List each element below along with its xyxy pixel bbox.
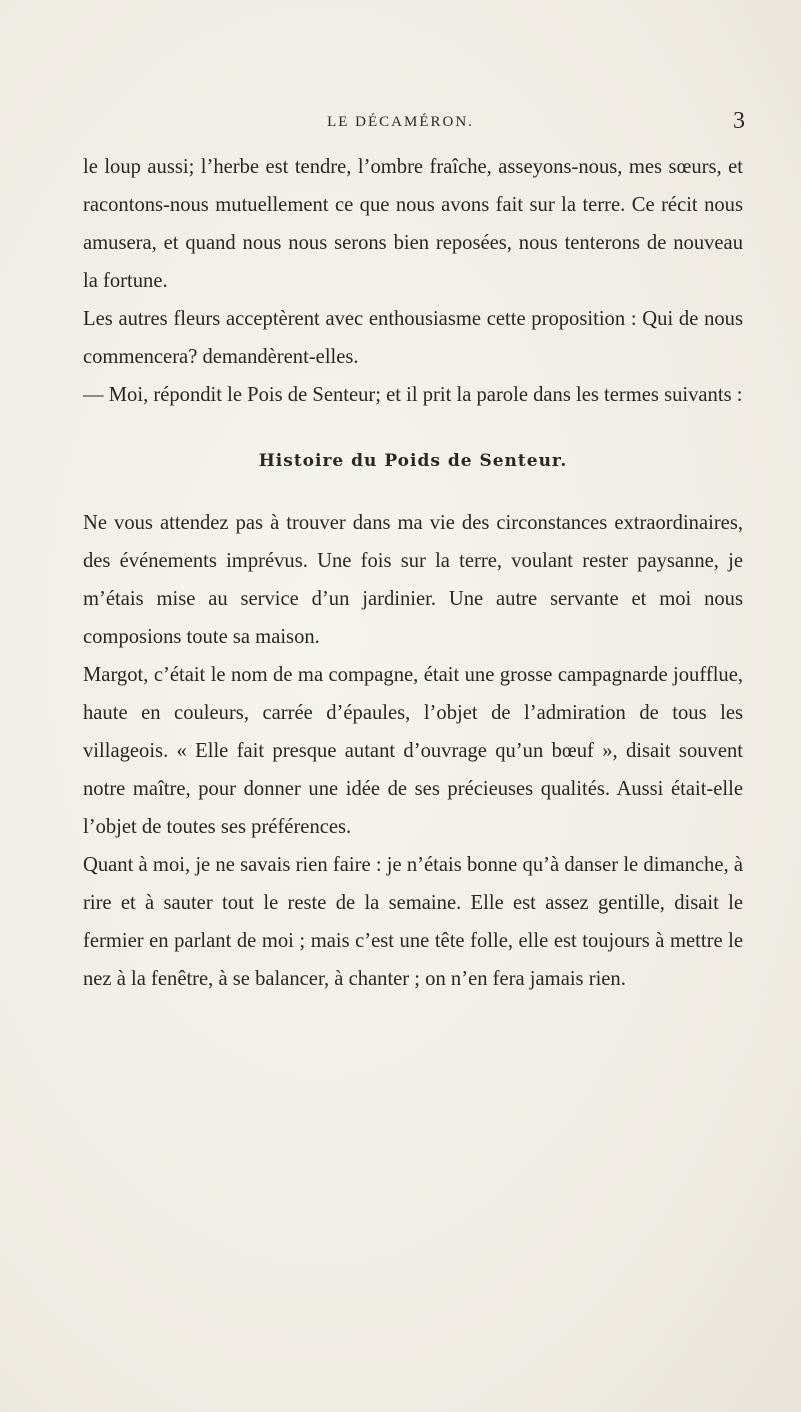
paragraph: le loup aussi; l’herbe est tendre, l’ombre fraîche, asseyons-nous, mes sœurs, et racontons-nous mutuellement ce que nous avons fait sur la terre. Ce récit nous amusera, et quand nous nous serons bien reposées, nous tenterons de nouveau la fortune. xyxy=(83,156,743,292)
page-number: 3 xyxy=(733,108,745,134)
paragraph: Les autres fleurs acceptèrent avec enthousiasme cette proposition : Qui de nous commencera? demandèrent-elles. xyxy=(83,308,743,368)
running-title: LE DÉCAMÉRON. xyxy=(327,114,474,130)
running-head xyxy=(0,106,801,136)
paragraph: — Moi, répondit le Pois de Senteur; et il prit la parole dans les termes suivants : xyxy=(83,384,743,406)
paragraph: Ne vous attendez pas à trouver dans ma vie des circonstances extraordinaires, des événements imprévus. Une fois sur la terre, voulant rester paysanne, je m’étais mise au service d’un jardinier. Une autre servante et moi nous composions toute sa maison. xyxy=(83,512,743,648)
section-heading: Histoire du Poids de Senteur. xyxy=(258,451,568,471)
main-text xyxy=(83,148,743,998)
paragraph: Margot, c’était le nom de ma compagne, était une grosse campagnarde joufflue, haute en couleurs, carrée d’épaules, l’objet de l’admiration de tous les villageois. « Elle fait presque autant d’ouvrage qu’un bœuf », disait souvent notre maître, pour donner une idée de ses précieuses qualités. Aussi était-elle l’objet de toutes ses préférences. xyxy=(83,664,743,838)
paragraph: Quant à moi, je ne savais rien faire : je n’étais bonne qu’à danser le dimanche, à rire et à sauter tout le reste de la semaine. Elle est assez gentille, disait le fermier en parlant de moi ; mais c’est une tête folle, elle est toujours à mettre le nez à la fenêtre, à se balancer, à chanter ; on n’en fera jamais rien. xyxy=(83,854,743,990)
